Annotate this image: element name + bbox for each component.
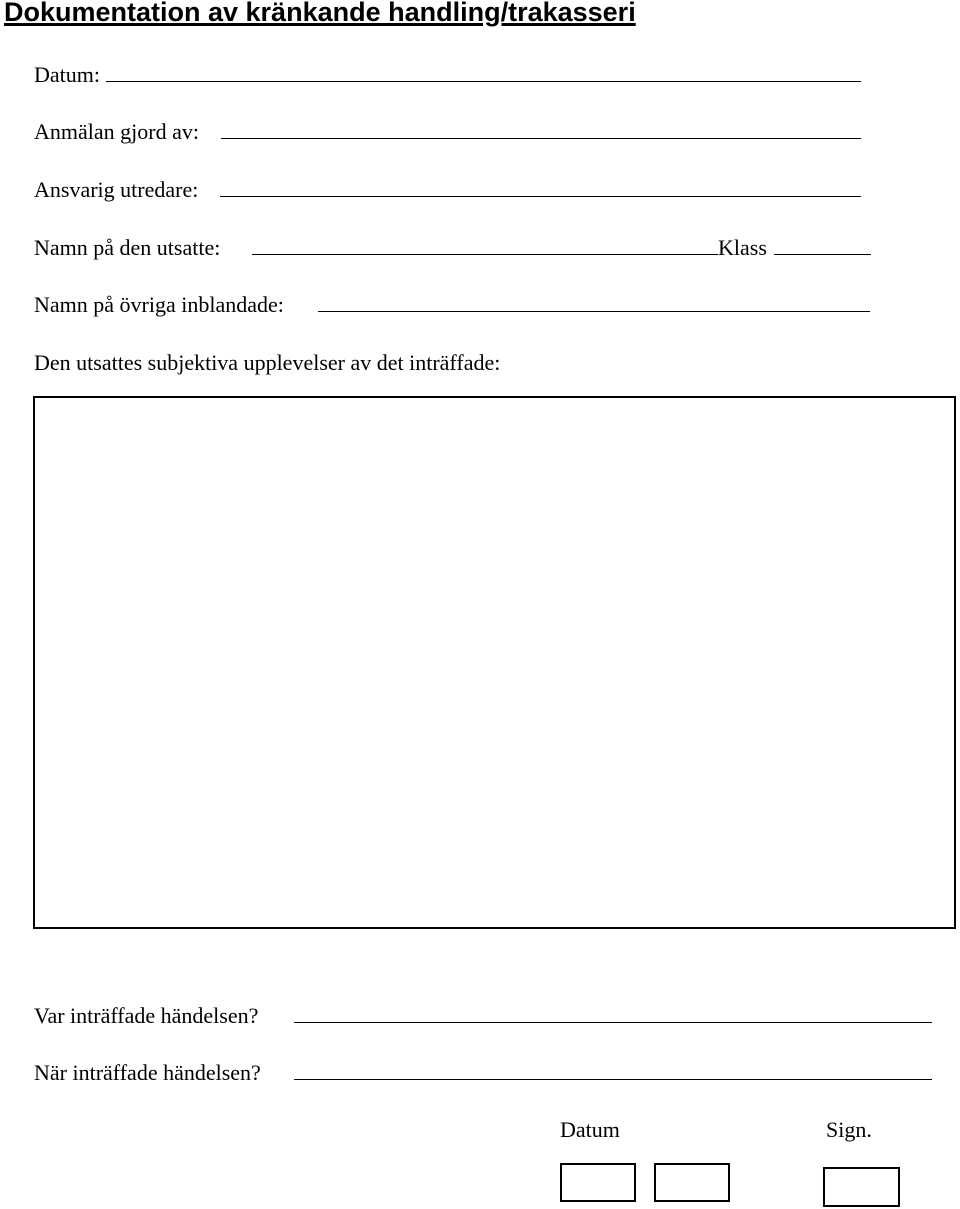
nar-label: När inträffade händelsen? <box>34 1060 261 1085</box>
ovriga-field-line[interactable] <box>318 311 870 312</box>
upplevelser-text-box[interactable] <box>33 396 956 929</box>
signature-sign-label: Sign. <box>826 1117 872 1142</box>
datum-label: Datum: <box>34 62 100 87</box>
anmalan-label: Anmälan gjord av: <box>34 119 199 144</box>
anmalan-field-line[interactable] <box>221 138 861 139</box>
klass-label: Klass <box>718 235 767 260</box>
var-label: Var inträffade händelsen? <box>34 1003 259 1028</box>
datum-field-line[interactable] <box>106 81 861 82</box>
nar-field-line[interactable] <box>294 1079 932 1080</box>
ansvarig-label: Ansvarig utredare: <box>34 177 199 202</box>
ansvarig-field-line[interactable] <box>220 196 861 197</box>
page-title: Dokumentation av kränkande handling/trakasseri <box>4 0 636 27</box>
signature-datum-label: Datum <box>560 1117 620 1142</box>
upplevelser-label: Den utsattes subjektiva upplevelser av det inträffade: <box>34 350 501 375</box>
klass-field-line[interactable] <box>774 254 871 255</box>
namn-utsatte-field-line[interactable] <box>252 254 718 255</box>
sign-box[interactable] <box>823 1167 900 1207</box>
datum-box-2[interactable] <box>654 1163 730 1202</box>
ovriga-label: Namn på övriga inblandade: <box>34 292 284 317</box>
var-field-line[interactable] <box>294 1022 932 1023</box>
namn-utsatte-label: Namn på den utsatte: <box>34 235 221 260</box>
datum-box-1[interactable] <box>560 1163 636 1202</box>
